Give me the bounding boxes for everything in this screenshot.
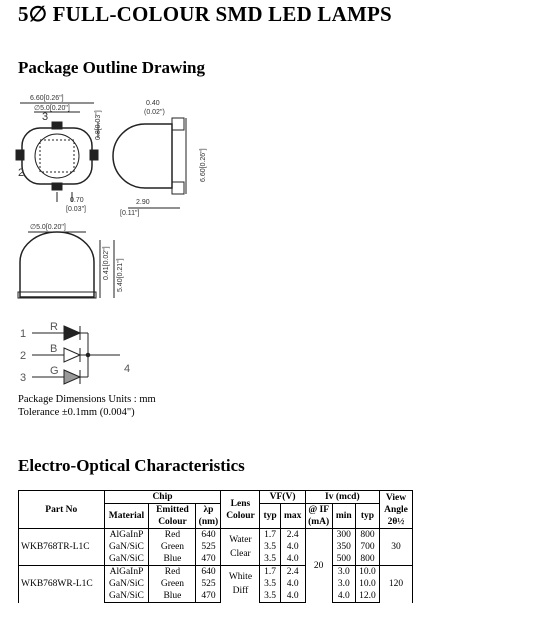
- material-cell: AlGaInP: [104, 529, 149, 542]
- part-number-cell: WKB768WR-L1C: [19, 566, 105, 603]
- material-cell: GaN/SiC: [104, 553, 149, 566]
- material-cell: GaN/SiC: [104, 590, 149, 603]
- header-emitted-colour: Emitted Colour: [149, 504, 196, 529]
- vf-max-cell: 4.0: [280, 541, 305, 553]
- svg-text:R: R: [50, 321, 58, 333]
- lens-colour-cell: Water Clear: [221, 529, 260, 566]
- iv-min-cell: 4.0: [332, 590, 355, 603]
- vf-typ-cell: 1.7: [260, 529, 280, 542]
- electro-optical-table: [18, 490, 413, 603]
- svg-text:[0.11"]: [0.11"]: [120, 210, 140, 217]
- header-part-no: Part No: [19, 491, 105, 529]
- material-cell: GaN/SiC: [104, 578, 149, 590]
- vf-typ-cell: 3.5: [260, 578, 280, 590]
- units-note: Package Dimensions Units : mm: [18, 394, 156, 405]
- emitted-colour-cell: Green: [149, 578, 196, 590]
- lambda-p-cell: 470: [196, 553, 221, 566]
- svg-text:0.8[0.03"]: 0.8[0.03"]: [95, 110, 102, 140]
- emitted-colour-cell: Red: [149, 566, 196, 579]
- top-view: [16, 95, 102, 213]
- circuit-diagram: [20, 321, 130, 384]
- iv-min-cell: 300: [332, 529, 355, 542]
- lambda-p-cell: 640: [196, 566, 221, 579]
- svg-text:[0.03"]: [0.03"]: [66, 206, 86, 213]
- header-lens-colour: Lens Colour: [221, 491, 260, 529]
- svg-text:G: G: [50, 365, 59, 377]
- header-iv-min: min: [332, 504, 355, 529]
- svg-text:2: 2: [20, 350, 27, 362]
- svg-text:(0.02"): (0.02"): [144, 109, 165, 116]
- svg-text:5.40[0.21"]: 5.40[0.21"]: [117, 258, 124, 292]
- vf-max-cell: 4.0: [280, 590, 305, 603]
- svg-text:1: 1: [20, 328, 27, 340]
- iv-min-cell: 350: [332, 541, 355, 553]
- header-vf: VF(V): [260, 491, 305, 504]
- svg-text:2: 2: [18, 167, 25, 179]
- page-title: 5∅ FULL-COLOUR SMD LED LAMPS: [18, 2, 392, 26]
- section-heading-package: Package Outline Drawing: [18, 58, 205, 77]
- emitted-colour-cell: Green: [149, 541, 196, 553]
- vf-max-cell: 4.0: [280, 578, 305, 590]
- vf-max-cell: 2.4: [280, 566, 305, 579]
- view-angle-cell: 30: [380, 529, 413, 566]
- iv-typ-cell: 700: [355, 541, 379, 553]
- iv-typ-cell: 12.0: [355, 590, 379, 603]
- iv-typ-cell: 800: [355, 553, 379, 566]
- header-iv: Iv (mcd): [305, 491, 379, 504]
- iv-typ-cell: 10.0: [355, 578, 379, 590]
- header-vf-max: max: [280, 504, 305, 529]
- table-row: [19, 529, 413, 542]
- header-material: Material: [104, 504, 149, 529]
- lambda-p-cell: 525: [196, 541, 221, 553]
- section-heading-electro-optical: Electro-Optical Characteristics: [18, 456, 245, 475]
- material-cell: GaN/SiC: [104, 541, 149, 553]
- svg-text:∅5.0[0.20"]: ∅5.0[0.20"]: [34, 105, 70, 112]
- iv-min-cell: 3.0: [332, 578, 355, 590]
- vf-typ-cell: 1.7: [260, 566, 280, 579]
- svg-text:0.70: 0.70: [70, 197, 84, 204]
- header-vf-typ: typ: [260, 504, 280, 529]
- vf-typ-cell: 3.5: [260, 553, 280, 566]
- vf-max-cell: 4.0: [280, 553, 305, 566]
- tolerance-note: Tolerance ±0.1mm (0.004"): [18, 407, 135, 418]
- emitted-colour-cell: Blue: [149, 553, 196, 566]
- header-at-if: @ IF (mA): [305, 504, 332, 529]
- header-lambda-p: λp (nm): [196, 504, 221, 529]
- iv-typ-cell: 800: [355, 529, 379, 542]
- lambda-p-cell: 640: [196, 529, 221, 542]
- iv-typ-cell: 10.0: [355, 566, 379, 579]
- lens-colour-cell: White Diff: [221, 566, 260, 603]
- svg-text:4: 4: [124, 363, 131, 375]
- header-view-angle: View Angle 2θ½: [380, 491, 413, 529]
- svg-text:2.90: 2.90: [136, 199, 150, 206]
- svg-text:0.41[0.02"]: 0.41[0.02"]: [103, 246, 110, 280]
- svg-text:0.40: 0.40: [146, 100, 160, 107]
- lambda-p-cell: 470: [196, 590, 221, 603]
- svg-text:6.60[0.26"]: 6.60[0.26"]: [30, 95, 64, 102]
- table-row: [19, 566, 413, 579]
- svg-text:∅5.0[0.20"]: ∅5.0[0.20"]: [30, 224, 66, 231]
- emitted-colour-cell: Blue: [149, 590, 196, 603]
- header-chip: Chip: [104, 491, 221, 504]
- svg-text:3: 3: [20, 372, 27, 384]
- view-angle-cell: 120: [380, 566, 413, 603]
- material-cell: AlGaInP: [104, 566, 149, 579]
- header-iv-typ: typ: [355, 504, 379, 529]
- lambda-p-cell: 525: [196, 578, 221, 590]
- part-number-cell: WKB768TR-L1C: [19, 529, 105, 566]
- vf-max-cell: 2.4: [280, 529, 305, 542]
- iv-min-cell: 3.0: [332, 566, 355, 579]
- if-current-cell: 20: [305, 529, 332, 603]
- svg-text:6.60[0.26"]: 6.60[0.26"]: [200, 148, 207, 182]
- iv-min-cell: 500: [332, 553, 355, 566]
- front-view: [18, 224, 124, 298]
- side-view: [113, 100, 207, 217]
- svg-text:3: 3: [42, 111, 49, 123]
- svg-text:B: B: [50, 343, 58, 355]
- vf-typ-cell: 3.5: [260, 590, 280, 603]
- vf-typ-cell: 3.5: [260, 541, 280, 553]
- emitted-colour-cell: Red: [149, 529, 196, 542]
